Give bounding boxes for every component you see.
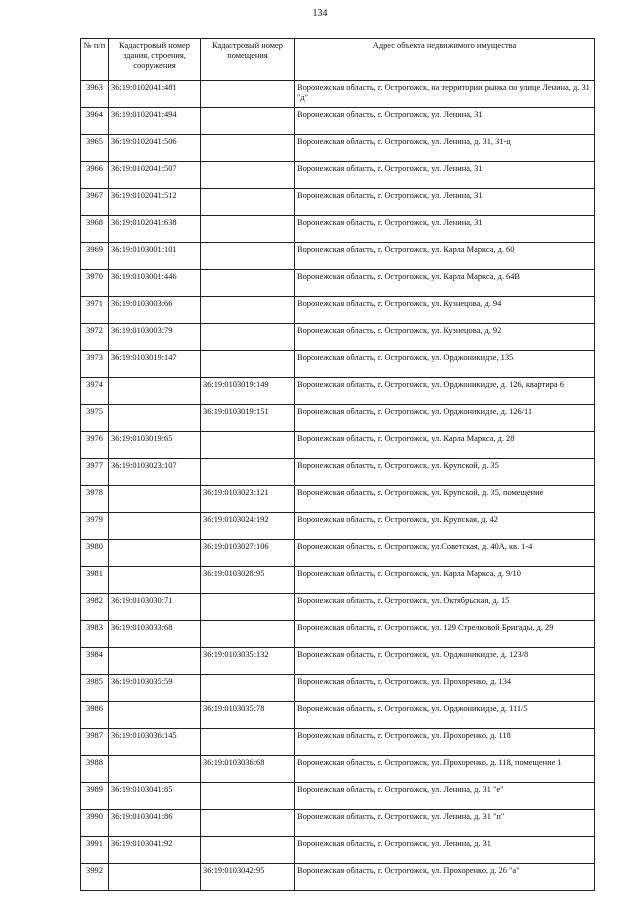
room-cadastral-cell <box>201 270 295 297</box>
building-cadastral-cell: 36:19:0103035:59 <box>109 675 201 702</box>
address-cell: Воронежская область, г. Острогожск, ул. Ленина, д. 31 "п" <box>295 810 595 837</box>
room-cadastral-cell <box>201 729 295 756</box>
table-row <box>81 243 595 270</box>
table-row <box>81 540 595 567</box>
building-cadastral-cell <box>109 567 201 594</box>
row-number-cell: 3990 <box>81 810 109 837</box>
room-cadastral-cell: 36:19:0103019:149 <box>201 378 295 405</box>
building-cadastral-cell <box>109 405 201 432</box>
address-cell: Воронежская область, г. Острогожск, ул. Орджоникидзе, д. 111/5 <box>295 702 595 729</box>
room-cadastral-cell <box>201 162 295 189</box>
table-row <box>81 756 595 783</box>
address-cell: Воронежская область, г. Острогожск, ул. Ленина, 31 <box>295 216 595 243</box>
building-cadastral-cell <box>109 756 201 783</box>
row-number-cell: 3985 <box>81 675 109 702</box>
header-num: № п/п <box>81 39 109 81</box>
address-cell: Воронежская область, г. Острогожск, ул. Прохоренко, д. 134 <box>295 675 595 702</box>
address-cell: Воронежская область, г. Острогожск, ул. Ленина, д. 31 <box>295 837 595 864</box>
room-cadastral-cell: 36:19:0103023:121 <box>201 486 295 513</box>
row-number-cell: 3988 <box>81 756 109 783</box>
address-cell: Воронежская область, г. Острогожск, ул. Ленина, 31 <box>295 108 595 135</box>
room-cadastral-cell: 36:19:0103042:95 <box>201 864 295 891</box>
building-cadastral-cell: 36:19:0103041:92 <box>109 837 201 864</box>
address-cell: Воронежская область, г. Острогожск, ул. Орджоникидзе, д. 126, квартира 6 <box>295 378 595 405</box>
address-cell: Воронежская область, г. Острогожск, ул.Советская, д. 40А, кв. 1-4 <box>295 540 595 567</box>
room-cadastral-cell: 36:19:0103028:95 <box>201 567 295 594</box>
row-number-cell: 3964 <box>81 108 109 135</box>
building-cadastral-cell: 36:19:0103019:147 <box>109 351 201 378</box>
building-cadastral-cell <box>109 864 201 891</box>
address-cell: Воронежская область, г. Острогожск, ул. Орджоникидзе, 135 <box>295 351 595 378</box>
address-cell: Воронежская область, г. Острогожск, ул. Крупская, д. 42 <box>295 513 595 540</box>
room-cadastral-cell <box>201 810 295 837</box>
row-number-cell: 3984 <box>81 648 109 675</box>
address-cell: Воронежская область, г. Острогожск, ул. Карла Маркса, д. 9/10 <box>295 567 595 594</box>
room-cadastral-cell <box>201 297 295 324</box>
row-number-cell: 3987 <box>81 729 109 756</box>
table-row <box>81 459 595 486</box>
row-number-cell: 3974 <box>81 378 109 405</box>
address-cell: Воронежская область, г. Острогожск, ул. Прохоренко, д. 118 <box>295 729 595 756</box>
table-row <box>81 621 595 648</box>
table-row <box>81 81 595 108</box>
row-number-cell: 3981 <box>81 567 109 594</box>
table-row <box>81 162 595 189</box>
table-row <box>81 189 595 216</box>
row-number-cell: 3992 <box>81 864 109 891</box>
row-number-cell: 3980 <box>81 540 109 567</box>
building-cadastral-cell: 36:19:0103033:68 <box>109 621 201 648</box>
room-cadastral-cell <box>201 459 295 486</box>
header-address: Адрес объекта недвижимого имущества <box>295 39 595 81</box>
room-cadastral-cell <box>201 243 295 270</box>
room-cadastral-cell: 36:19:0103024:192 <box>201 513 295 540</box>
table-row <box>81 324 595 351</box>
row-number-cell: 3967 <box>81 189 109 216</box>
address-cell: Воронежская область, г. Острогожск, ул. Кузнецова, д. 92 <box>295 324 595 351</box>
table-row <box>81 567 595 594</box>
row-number-cell: 3965 <box>81 135 109 162</box>
building-cadastral-cell <box>109 648 201 675</box>
room-cadastral-cell <box>201 135 295 162</box>
building-cadastral-cell: 36:19:0103001:101 <box>109 243 201 270</box>
table-row <box>81 486 595 513</box>
building-cadastral-cell <box>109 378 201 405</box>
table-header <box>81 39 595 81</box>
table-row <box>81 297 595 324</box>
address-cell: Воронежская область, г. Острогожск, ул. 129 Стрелковой Бригады, д. 29 <box>295 621 595 648</box>
room-cadastral-cell <box>201 216 295 243</box>
row-number-cell: 3982 <box>81 594 109 621</box>
room-cadastral-cell <box>201 351 295 378</box>
table-row <box>81 729 595 756</box>
table-row <box>81 513 595 540</box>
row-number-cell: 3975 <box>81 405 109 432</box>
building-cadastral-cell <box>109 486 201 513</box>
row-number-cell: 3978 <box>81 486 109 513</box>
room-cadastral-cell: 36:19:0103019:151 <box>201 405 295 432</box>
table-body <box>81 81 595 891</box>
building-cadastral-cell: 36:19:0103023:107 <box>109 459 201 486</box>
building-cadastral-cell: 36:19:0102041:494 <box>109 108 201 135</box>
building-cadastral-cell <box>109 540 201 567</box>
table-row <box>81 405 595 432</box>
row-number-cell: 3966 <box>81 162 109 189</box>
building-cadastral-cell: 36:19:0103001:446 <box>109 270 201 297</box>
row-number-cell: 3971 <box>81 297 109 324</box>
address-cell: Воронежская область, г. Острогожск, ул. Карла Маркса, д. 28 <box>295 432 595 459</box>
room-cadastral-cell <box>201 621 295 648</box>
address-cell: Воронежская область, г. Острогожск, ул. Октябрьская, д. 15 <box>295 594 595 621</box>
room-cadastral-cell <box>201 783 295 810</box>
building-cadastral-cell <box>109 513 201 540</box>
table-row <box>81 351 595 378</box>
address-cell: Воронежская область, г. Острогожск, ул. Прохоренко, д. 118, помещение 1 <box>295 756 595 783</box>
row-number-cell: 3973 <box>81 351 109 378</box>
address-cell: Воронежская область, г. Острогожск, ул. Ленина, 31 <box>295 162 595 189</box>
building-cadastral-cell: 36:19:0102041:506 <box>109 135 201 162</box>
room-cadastral-cell <box>201 81 295 108</box>
address-cell: Воронежская область, г. Острогожск, ул. Орджоникидзе, д. 123/8 <box>295 648 595 675</box>
address-cell: Воронежская область, г. Острогожск, ул. Карла Маркса, д. 60 <box>295 243 595 270</box>
building-cadastral-cell: 36:19:0102041:512 <box>109 189 201 216</box>
room-cadastral-cell: 36:19:0103035:78 <box>201 702 295 729</box>
address-cell: Воронежская область, г. Острогожск, ул. Ленина, 31 <box>295 189 595 216</box>
property-register-table <box>80 38 595 891</box>
row-number-cell: 3969 <box>81 243 109 270</box>
room-cadastral-cell <box>201 675 295 702</box>
row-number-cell: 3989 <box>81 783 109 810</box>
building-cadastral-cell: 36:19:0103036:145 <box>109 729 201 756</box>
room-cadastral-cell <box>201 432 295 459</box>
address-cell: Воронежская область, г. Острогожск, ул. Кузнецова, д. 94 <box>295 297 595 324</box>
building-cadastral-cell: 36:19:0103019:65 <box>109 432 201 459</box>
room-cadastral-cell: 36:19:0103027:106 <box>201 540 295 567</box>
row-number-cell: 3986 <box>81 702 109 729</box>
building-cadastral-cell: 36:19:0102041:638 <box>109 216 201 243</box>
row-number-cell: 3963 <box>81 81 109 108</box>
address-cell: Воронежская область, г. Острогожск, ул. Орджоникидзе, д. 126/11 <box>295 405 595 432</box>
room-cadastral-cell: 36:19:0103035:132 <box>201 648 295 675</box>
table-row <box>81 594 595 621</box>
table-row <box>81 810 595 837</box>
row-number-cell: 3991 <box>81 837 109 864</box>
table-row <box>81 837 595 864</box>
row-number-cell: 3979 <box>81 513 109 540</box>
building-cadastral-cell: 36:19:0103003:66 <box>109 297 201 324</box>
room-cadastral-cell <box>201 324 295 351</box>
row-number-cell: 3968 <box>81 216 109 243</box>
building-cadastral-cell: 36:19:0103041:86 <box>109 810 201 837</box>
address-cell: Воронежская область, г. Острогожск, ул. Ленина, д. 31, 31-ц <box>295 135 595 162</box>
room-cadastral-cell <box>201 108 295 135</box>
address-cell: Воронежская область, г. Острогожск, ул. Ленина, д. 31 "е" <box>295 783 595 810</box>
building-cadastral-cell: 36:19:0102041:507 <box>109 162 201 189</box>
table-row <box>81 216 595 243</box>
building-cadastral-cell: 36:19:0103003:79 <box>109 324 201 351</box>
table-row <box>81 108 595 135</box>
row-number-cell: 3976 <box>81 432 109 459</box>
header-building-cadastral: Кадастровый номер здания, строения, сооружения <box>109 39 201 81</box>
table-row <box>81 675 595 702</box>
page-number: 134 <box>312 8 328 19</box>
room-cadastral-cell <box>201 189 295 216</box>
room-cadastral-cell <box>201 594 295 621</box>
table-row <box>81 864 595 891</box>
building-cadastral-cell: 36:19:0103041:85 <box>109 783 201 810</box>
row-number-cell: 3972 <box>81 324 109 351</box>
header-room-cadastral: Кадастровый номер помещения <box>201 39 295 81</box>
table-row <box>81 270 595 297</box>
room-cadastral-cell <box>201 837 295 864</box>
row-number-cell: 3977 <box>81 459 109 486</box>
table-row <box>81 378 595 405</box>
address-cell: Воронежская область, г. Острогожск, на территории рынка по улице Ленина, д. 31 "д" <box>295 81 595 108</box>
table-row <box>81 702 595 729</box>
building-cadastral-cell: 36:19:0103030:71 <box>109 594 201 621</box>
table-row <box>81 648 595 675</box>
room-cadastral-cell: 36:19:0103036:68 <box>201 756 295 783</box>
table-row <box>81 432 595 459</box>
address-cell: Воронежская область, г. Острогожск, ул. Карла Маркса, д. 64В <box>295 270 595 297</box>
table-row <box>81 135 595 162</box>
row-number-cell: 3970 <box>81 270 109 297</box>
address-cell: Воронежская область, г. Острогожск, ул. Прохоренко, д. 26 "а" <box>295 864 595 891</box>
table-row <box>81 783 595 810</box>
building-cadastral-cell <box>109 702 201 729</box>
building-cadastral-cell: 36:19:0102041:481 <box>109 81 201 108</box>
address-cell: Воронежская область, г. Острогожск, ул. Крупской, д. 35, помещение <box>295 486 595 513</box>
address-cell: Воронежская область, г. Острогожск, ул. Крупской, д. 35 <box>295 459 595 486</box>
row-number-cell: 3983 <box>81 621 109 648</box>
